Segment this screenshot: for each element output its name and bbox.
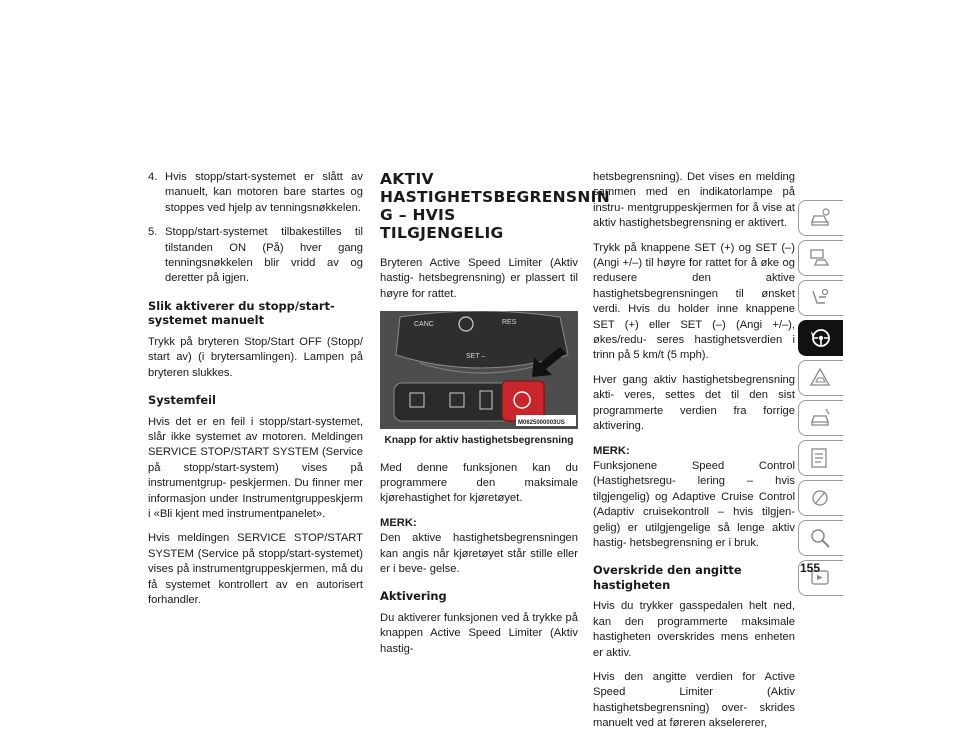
- tab-starting-operating[interactable]: [798, 280, 843, 316]
- column-right: [593, 170, 795, 741]
- steering-wheel-icon: [809, 327, 831, 349]
- note: [593, 444, 795, 552]
- paragraph: Hver gang aktiv hastighetsbegrensning akti- veres, settes det til den sist programmerte verdien fra forrige aktivering.: [593, 373, 795, 433]
- chapter-tabs: [798, 200, 844, 600]
- tab-service-maintenance[interactable]: [798, 440, 843, 476]
- paragraph: Hvis det er en feil i stopp/start-systemet, slår ikke systemet av motoren. Meldingen SERVICE STOP/START SYSTEM (Service på stopp/start-system) vises på instrumentgrup- peskjermen. Du finner mer informasjon under Instrumentgruppeskjerm i «Bli kjent med instrumentpanelet».: [148, 415, 363, 520]
- steering-switch-illustration: [380, 311, 578, 429]
- section-heading: Slik aktiverer du stopp/start-systemet manuelt: [148, 298, 335, 328]
- warning-car-icon: [809, 367, 831, 389]
- search-index-icon: [809, 527, 831, 549]
- speed-limiter-figure: [380, 311, 578, 429]
- list-text: Hvis stopp/start-systemet er slått av manuelt, kan motoren bare startes og stoppes ved hjelp av tenningsnøkkelen.: [165, 171, 363, 214]
- tab-driving-active[interactable]: [798, 320, 843, 356]
- set-minus-label: SET –: [466, 353, 486, 361]
- specifications-icon: [809, 487, 831, 509]
- paragraph: Med denne funksjonen kan du programmere den maksimale kjørehastighet for kjøretøyet.: [380, 461, 578, 505]
- paragraph: hetsbegrensning). Det vises en melding sammen med en indikatorlampe på instru- mentgruppeskjermen for å vise at aktiv hastighetsbegrensning er aktivert.: [593, 171, 795, 230]
- note-text: Funksjonene Speed Control (Hastighetsregu- lering – hvis tilgjengelig) og Adaptive Cruise Control (Adaptiv cruisekontroll – hvis tilgjen- gelig) er utilgjengelige så lenge aktiv hastig- hetsbegrensning er i bruk.: [593, 459, 795, 549]
- emergency-car-icon: [809, 407, 831, 429]
- section-heading: Aktivering: [380, 589, 447, 604]
- list-text: Stopp/start-systemet tilbakestilles til tilstanden ON (På) hver gang tenningsnøkkelen blir vridd av og deretter på igjen.: [165, 226, 363, 285]
- tab-getting-to-know-vehicle[interactable]: [798, 200, 843, 236]
- tab-index[interactable]: [798, 520, 843, 556]
- paragraph: Trykk på knappene SET (+) og SET (–) (Angi +/–) til høyre for rattet for å øke og redusere den aktive hastighetsbegrensningen til ønsket verdi. Hvis du holder inne knappene SET (+) eller SET (–) (Angi +/–), økes/redu- seres hastighetsverdien i trinn på 5 km/t (5 mph).: [593, 241, 795, 362]
- note-text: Den aktive hastighetsbegrensningen kan angis når kjøretøyet står stille eller er i beve- gelse.: [380, 532, 578, 576]
- car-info-icon: [809, 207, 831, 229]
- figure-caption: Knapp for aktiv hastighetsbegrensning: [384, 435, 574, 447]
- paragraph: Du aktiverer funksjonen ved å trykke på knappen Active Speed Limiter (Aktiv hastig-: [380, 611, 578, 655]
- section-heading: Overskride den angitte hastigheten: [593, 563, 742, 592]
- tab-emergency[interactable]: [798, 400, 843, 436]
- maintenance-list-icon: [809, 447, 831, 469]
- list-item: [148, 225, 363, 287]
- seat-controls-icon: [809, 287, 831, 309]
- paragraph: Trykk på bryteren Stop/Start OFF (Stopp/ start av) (i brytersamlingen). Lampen på bryteren slukkes.: [148, 335, 363, 379]
- column-left: [148, 170, 363, 617]
- list-number: 5.: [148, 226, 158, 239]
- tab-instrument-panel[interactable]: [798, 240, 843, 276]
- canc-label: CANC: [414, 321, 434, 329]
- section-heading: Systemfeil: [148, 393, 216, 408]
- column-middle: [380, 170, 610, 666]
- paragraph: Bryteren Active Speed Limiter (Aktiv hastig- hetsbegrensning) er plassert til høyre for rattet.: [380, 257, 578, 300]
- res-label: RES: [502, 319, 517, 327]
- figure-code: M0625000003US: [518, 420, 565, 427]
- page-number: 155: [800, 561, 821, 575]
- tab-technical-specifications[interactable]: [798, 480, 843, 516]
- note: [380, 516, 578, 578]
- note-label: MERK:: [593, 444, 630, 457]
- chapter-title: AKTIV HASTIGHETSBEGRENSNIN G – HVIS TILGJENGELIG: [380, 170, 610, 242]
- paragraph: Hvis du trykker gasspedalen helt ned, kan den programmerte maksimale hastigheten overskrides mens enheten er aktiv.: [593, 600, 795, 659]
- tab-safety[interactable]: [798, 360, 843, 396]
- paragraph: Hvis den angitte verdien for Active Speed Limiter (Aktiv hastighetsbegrensning) over- skrides manuelt ved at føreren akselererer,: [593, 670, 795, 730]
- list-number: 4.: [148, 171, 158, 183]
- list-item: [148, 170, 363, 216]
- paragraph: Hvis meldingen SERVICE STOP/START SYSTEM (Service på stopp/start-systemet) vises på instrumentgruppeskjermen, må du få systemet kontrollert av en autorisert forhandler.: [148, 532, 363, 607]
- note-label: MERK:: [380, 516, 417, 529]
- message-car-icon: [809, 247, 831, 269]
